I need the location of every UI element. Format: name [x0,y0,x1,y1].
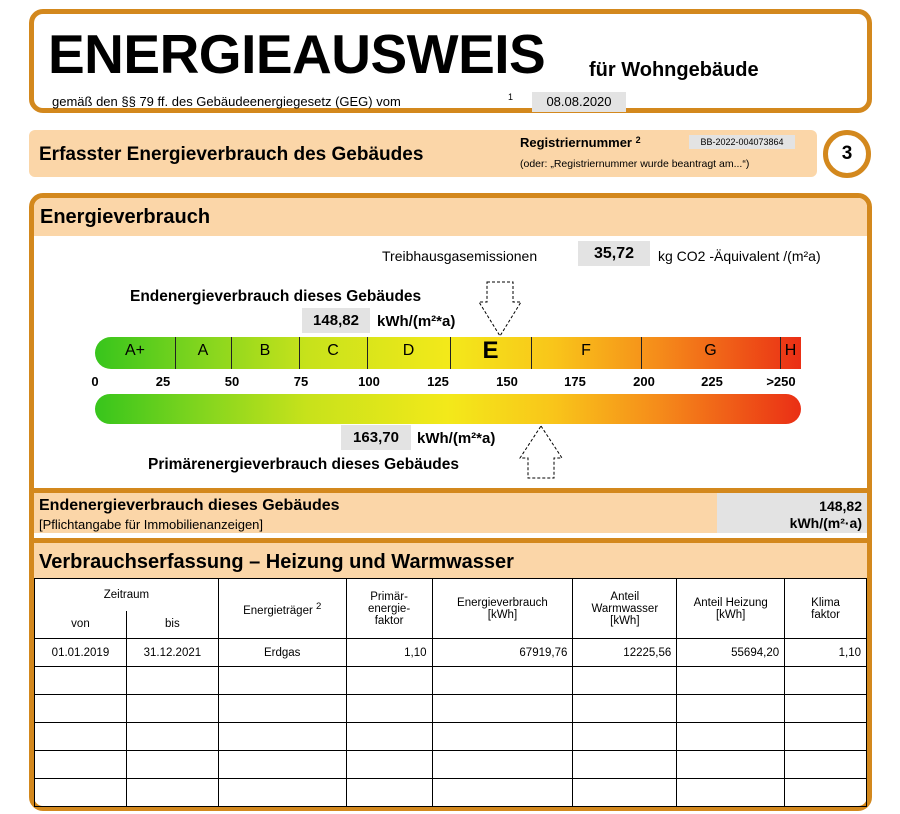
cell-faktor: 1,10 [346,639,432,667]
cell-von [35,667,127,695]
cell-klima: 1,10 [785,639,867,667]
cell-von [35,751,127,779]
cell-bis: 31.12.2021 [126,639,218,667]
summary-band [34,488,867,533]
class-f: F [581,342,591,359]
cell-von [35,695,127,723]
cell-bis [126,695,218,723]
cell-heizung: 55694,20 [677,639,785,667]
cell-warmwasser [573,695,677,723]
table-row [35,639,867,667]
header-zeitraum: Zeitraum [35,579,219,611]
header-bis: bis [126,611,218,639]
header-traeger [218,579,346,639]
consumption-table [34,578,867,807]
consumption-band [29,130,817,177]
summary-value-box [717,493,867,533]
registration-label-text: Registriernummer [520,135,632,150]
table-row [35,695,867,723]
end-energy-label: Endenergieverbrauch dieses Gebäudes [130,288,422,305]
cell-warmwasser: 12225,56 [573,639,677,667]
header-von: von [35,611,127,639]
class-c: C [327,342,339,359]
band-title: Erfasster Energieverbrauch des Gebäudes [39,144,424,165]
scale-tick: 25 [155,374,171,389]
registration-note: (oder: „Registriernummer wurde beantragt am...“) [520,158,750,170]
scale-tick: 150 [496,374,518,389]
cell-bis [126,751,218,779]
summary-title: Endenergieverbrauch dieses Gebäudes [39,497,340,514]
cell-verbrauch [432,779,573,807]
summary-note: [Pflichtangabe für Immobilienanzeigen] [39,517,264,532]
law-date: 08.08.2020 [532,92,626,112]
cell-traeger [218,751,346,779]
end-energy-unit: kWh/(m²*a) [377,313,456,330]
cell-von [35,779,127,807]
cell-verbrauch [432,667,573,695]
table-row [35,667,867,695]
cell-traeger [218,695,346,723]
cell-warmwasser [573,751,677,779]
energy-box [29,193,872,811]
table-row [35,751,867,779]
header-traeger-text: Energieträger [243,604,313,617]
class-aplus: A+ [124,342,145,359]
cell-traeger [218,667,346,695]
scale-tick: 200 [633,374,655,389]
scale-tick: 125 [427,374,449,389]
cell-von [35,723,127,751]
cell-heizung [677,723,785,751]
cell-heizung [677,779,785,807]
summary-value: 148,82 [819,498,862,514]
primary-energy-unit: kWh/(m²*a) [417,430,496,447]
end-energy-value: 148,82 [302,308,370,333]
cell-warmwasser [573,723,677,751]
cell-warmwasser [573,779,677,807]
document-subtitle: für Wohngebäude [589,59,759,81]
scale-tick: 100 [358,374,380,389]
energy-class-scale [95,337,801,369]
scale-tick: 50 [224,374,240,389]
cell-traeger [218,723,346,751]
summary-unit: kWh/(m²·a) [789,515,862,531]
document-title: ENERGIEAUSWEIS [48,23,546,85]
class-b: B [259,342,271,359]
cell-verbrauch [432,695,573,723]
scale-tick: 75 [293,374,309,389]
primary-energy-scale [95,394,801,424]
cell-klima [785,779,867,807]
table-row [35,779,867,807]
cell-faktor [346,779,432,807]
table-row [35,723,867,751]
cell-klima [785,751,867,779]
cell-traeger: Erdgas [218,639,346,667]
cell-bis [126,667,218,695]
header-box [29,9,872,113]
ghg-value: 35,72 [578,241,650,266]
header-klima: Klima faktor [785,579,867,639]
page-number-badge: 3 [823,130,871,178]
end-energy-arrow-icon [477,280,523,338]
table-header-row [35,579,867,611]
primary-energy-value: 163,70 [341,425,411,450]
cell-heizung [677,695,785,723]
law-reference: gemäß den §§ 79 ff. des Gebäudeenergiegesetz (GEG) vom [52,94,401,109]
header-heizung: Anteil Heizung [kWh] [677,579,785,639]
header-traeger-sup: 2 [316,600,322,612]
cell-verbrauch [432,751,573,779]
registration-sup: 2 [635,135,641,145]
scale-tick: 225 [701,374,723,389]
scale-tick: >250 [766,374,796,389]
cell-klima [785,667,867,695]
ghg-label: Treibhausgasemissionen [382,248,538,264]
cell-von: 01.01.2019 [35,639,127,667]
header-verbrauch: Energieverbrauch [kWh] [432,579,573,639]
scale-tick: 0 [91,374,99,389]
consumption-section-title: Verbrauchserfassung – Heizung und Warmwasser [39,551,514,573]
cell-bis [126,779,218,807]
class-d: D [402,342,415,359]
cell-faktor [346,751,432,779]
header-warmwasser: Anteil Warmwasser [kWh] [573,579,677,639]
class-h: H [784,342,797,359]
cell-bis [126,723,218,751]
cell-faktor [346,695,432,723]
class-a: A [197,342,209,359]
consumption-section-header [34,538,867,578]
cell-heizung [677,667,785,695]
header-primaer: Primär- energie- faktor [346,579,432,639]
cell-faktor [346,723,432,751]
cell-heizung [677,751,785,779]
footnote-marker: 1 [508,92,514,102]
ghg-unit: kg CO2 -Äquivalent /(m²a) [658,248,821,264]
energy-section-title: Energieverbrauch [40,206,211,228]
cell-traeger [218,779,346,807]
cell-klima [785,695,867,723]
class-g: G [704,342,717,359]
cell-warmwasser [573,667,677,695]
primary-energy-label: Primärenergieverbrauch dieses Gebäudes [148,456,460,473]
class-e-active: E [482,337,499,364]
scale-tick: 175 [564,374,586,389]
cell-klima [785,723,867,751]
registration-label [520,135,641,150]
cell-verbrauch [432,723,573,751]
cell-verbrauch: 67919,76 [432,639,573,667]
primary-energy-arrow-icon [518,424,564,480]
energy-section-header [34,198,867,236]
cell-faktor [346,667,432,695]
registration-number: BB-2022-004073864 [689,135,795,149]
